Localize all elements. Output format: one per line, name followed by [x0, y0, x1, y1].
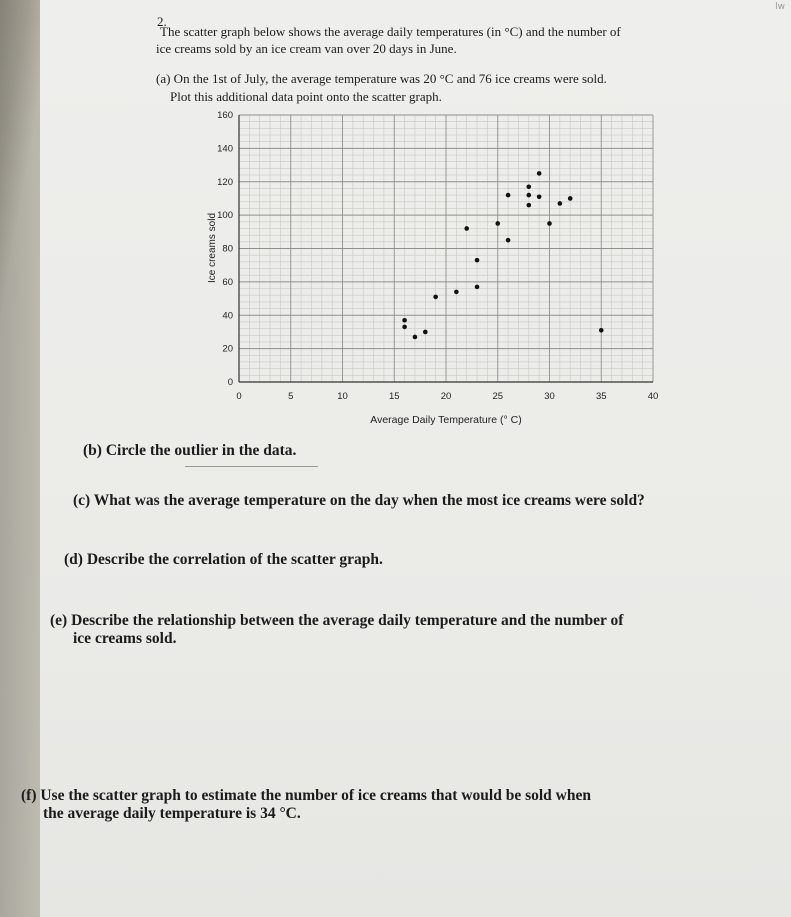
- data-point: [475, 285, 480, 290]
- data-point: [527, 184, 532, 189]
- x-tick-label: 30: [544, 391, 555, 402]
- data-point: [402, 318, 407, 323]
- y-tick-label: 100: [217, 210, 233, 222]
- question-intro-line1: The scatter graph below shows the average daily temperatures (in °C) and the number of: [160, 24, 621, 39]
- data-point: [495, 221, 500, 226]
- corner-mark: lw: [775, 2, 785, 12]
- data-point: [527, 193, 532, 198]
- x-tick-label: 0: [236, 391, 242, 402]
- x-tick-label: 35: [595, 391, 607, 402]
- data-point: [527, 203, 532, 208]
- y-tick-label: 40: [222, 310, 233, 322]
- data-point: [475, 258, 480, 263]
- y-tick-label: 0: [227, 377, 233, 388]
- question-number: 2.: [157, 14, 167, 29]
- y-tick-label: 160: [217, 110, 233, 121]
- data-point: [599, 328, 604, 333]
- x-tick-label: 10: [337, 391, 348, 402]
- part-c: (c) What was the average temperature on the day when the most ice creams were sold?: [73, 492, 645, 509]
- data-point: [537, 194, 542, 199]
- data-point: [454, 290, 459, 295]
- part-f-line2: the average daily temperature is 34 °C.: [43, 805, 301, 822]
- y-tick-label: 140: [217, 143, 233, 155]
- data-point: [547, 221, 552, 226]
- part-a-line2: Plot this additional data point onto the scatter graph.: [170, 89, 442, 104]
- part-e-line1: (e) Describe the relationship between the average daily temperature and the number of: [50, 612, 624, 629]
- part-a-line1: (a) On the 1st of July, the average temperature was 20 °C and 76 ice creams were sold.: [156, 71, 607, 86]
- question-intro-line2: ice creams sold by an ice cream van over 20 days in June.: [156, 41, 457, 56]
- y-tick-label: 20: [222, 343, 233, 355]
- y-tick-label: 80: [222, 243, 233, 255]
- data-point: [464, 226, 469, 231]
- x-tick-label: 5: [288, 391, 294, 402]
- data-point: [433, 295, 438, 300]
- data-point: [568, 196, 573, 201]
- part-f-line1: (f) Use the scatter graph to estimate the number of ice creams that would be sold when: [21, 787, 591, 804]
- y-tick-label: 120: [217, 176, 233, 188]
- y-tick-label: 60: [222, 276, 233, 288]
- x-axis-label: Average Daily Temperature (° C): [370, 414, 522, 426]
- part-d: (d) Describe the correlation of the scatter graph.: [64, 551, 383, 568]
- x-tick-label: 20: [440, 391, 452, 402]
- part-b: (b) Circle the outlier in the data.: [83, 442, 297, 459]
- data-point: [402, 325, 407, 330]
- part-b-underline: [185, 466, 318, 467]
- x-tick-label: 25: [492, 391, 504, 402]
- data-point: [537, 171, 542, 176]
- data-point: [423, 330, 428, 335]
- data-point: [558, 201, 563, 206]
- tick-labels: [217, 110, 658, 402]
- part-e-line2: ice creams sold.: [73, 630, 177, 647]
- data-point: [506, 193, 511, 198]
- data-point: [413, 335, 418, 340]
- x-tick-label: 15: [388, 391, 400, 402]
- x-tick-label: 40: [647, 391, 659, 402]
- y-axis-label: Ice creams sold: [207, 212, 218, 284]
- data-point: [506, 238, 511, 243]
